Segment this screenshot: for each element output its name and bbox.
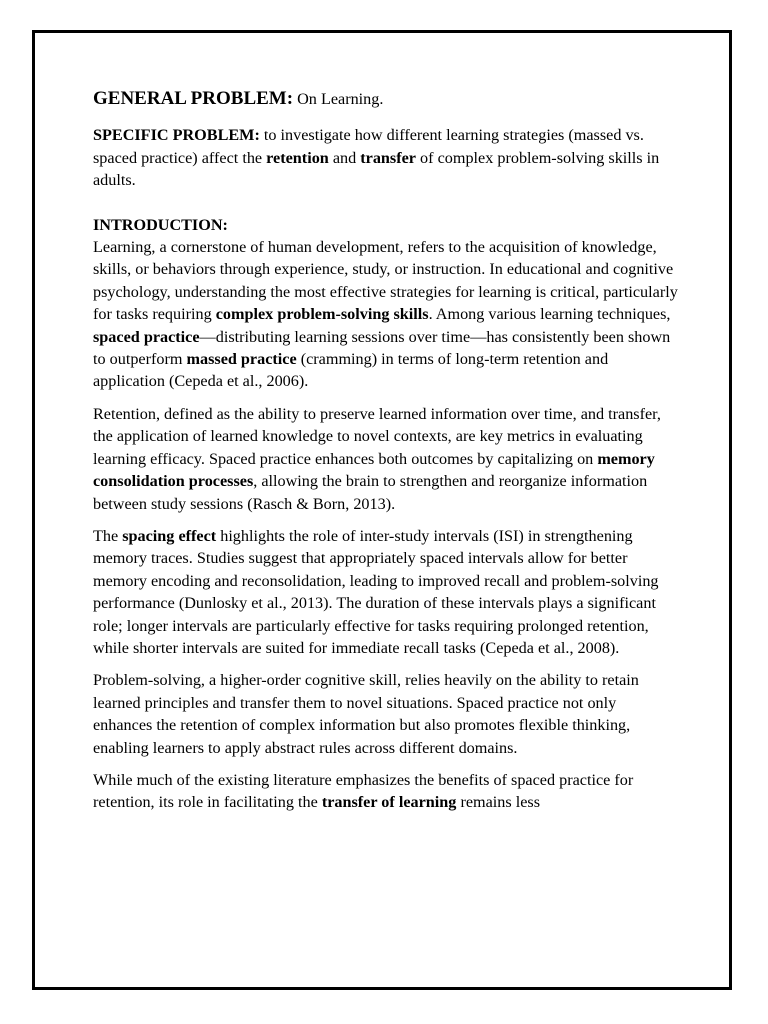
specific-problem-text-1: to investigate how different learning strategies (massed vs. spaced practice) affect the bbox=[93, 126, 644, 167]
general-problem-label: GENERAL PROBLEM: bbox=[93, 88, 294, 109]
intro-p1-bold-2: spaced practice bbox=[93, 327, 200, 346]
general-problem-line bbox=[93, 88, 679, 110]
introduction-heading: INTRODUCTION: bbox=[93, 215, 228, 234]
intro-p5-text-2: remains less bbox=[456, 793, 541, 812]
intro-p1-text-3: —distributing learning sessions over time—has consistently been shown to outperform bbox=[93, 327, 671, 369]
intro-p2-text-2: , allowing the brain to strengthen and reorganize information between study sessions (Rasch & Born, 2013). bbox=[93, 472, 648, 513]
document-body bbox=[93, 88, 679, 824]
specific-problem-bold-transfer: transfer bbox=[360, 148, 416, 167]
intro-p5-bold-1: transfer of learning bbox=[321, 793, 457, 812]
intro-p4-text-1: Problem-solving, a higher-order cognitive skill, relies heavily on the ability to retain learned principles and transfer them to novel situations. Spaced practice not only enhances the retention of complex information but also promotes flexible thinking, enabling learners to apply abstract rules across different domains. bbox=[93, 671, 639, 757]
intro-p1-text-1: Learning, a cornerstone of human development, refers to the acquisition of knowledge, skills, or behaviors through experience, study, or instruction. In educational and cognitive psychology, understanding the most effective strategies for learning is critical, particularly for tasks requiring bbox=[93, 238, 678, 324]
intro-p1-text-4: (cramming) in terms of long-term retention and application (Cepeda et al., 2006). bbox=[93, 350, 609, 391]
intro-p3-bold-1: spacing effect bbox=[122, 526, 217, 545]
intro-p2-bold-1: memory consolidation processes bbox=[93, 449, 655, 491]
specific-problem-text-2: and bbox=[328, 148, 361, 167]
intro-p5-text-1: While much of the existing literature emphasizes the benefits of spaced practice for retention, its role in facilitating the bbox=[93, 770, 634, 812]
intro-p1-bold-3: massed practice bbox=[186, 350, 297, 369]
intro-paragraph-3 bbox=[93, 525, 679, 659]
intro-p2-text-1: Retention, defined as the ability to preserve learned information over time, and transfer, the application of learned knowledge to novel contexts, are key metrics in evaluating learning efficacy. Spaced practice enhances both outcomes by capitalizing on bbox=[93, 404, 661, 468]
intro-paragraph-2 bbox=[93, 403, 679, 515]
general-problem-text: On Learning. bbox=[293, 90, 384, 108]
intro-p1-text-2: . Among various learning techniques, bbox=[428, 305, 671, 324]
specific-problem-text-3: of complex problem-solving skills in adults. bbox=[93, 148, 660, 190]
specific-problem-bold-retention: retention bbox=[266, 148, 329, 167]
specific-problem-label: SPECIFIC PROBLEM: bbox=[93, 126, 260, 145]
intro-paragraph-5 bbox=[93, 769, 679, 814]
intro-paragraph-4 bbox=[93, 669, 679, 759]
intro-paragraph-1 bbox=[93, 236, 679, 393]
specific-problem-paragraph bbox=[93, 124, 679, 191]
intro-p3-text-2: highlights the role of inter-study intervals (ISI) in strengthening memory traces. Studies suggest that appropriately spaced intervals allow for better memory encoding and reconsolidation, leading to improved recall and problem-solving performance (Dunlosky et al., 2013). The duration of these intervals plays a significant role; longer intervals are particularly effective for tasks requiring prolonged retention, while shorter intervals are suited for immediate recall tasks (Cepeda et al., 2008). bbox=[93, 526, 659, 657]
intro-p3-text-1: The bbox=[93, 526, 123, 545]
intro-p1-bold-1: complex problem-solving skills bbox=[215, 305, 429, 324]
